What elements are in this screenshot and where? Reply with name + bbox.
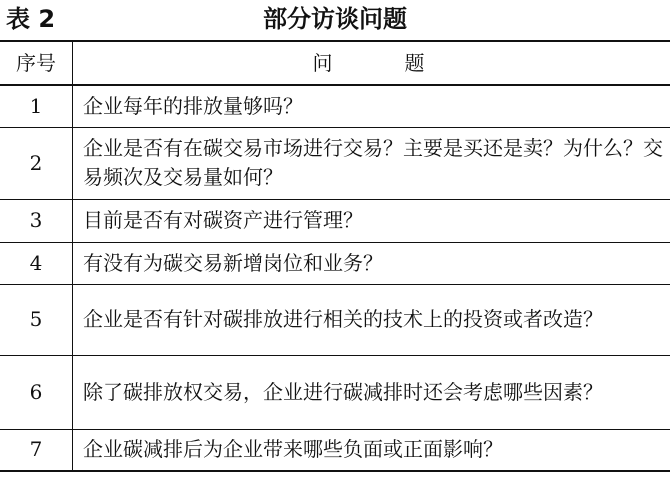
row-question: 企业是否有在碳交易市场进行交易？主要是买还是卖？为什么？交易频次及交易量如何？ [83,136,663,189]
table-row [0,429,670,471]
row-number: 7 [0,429,73,471]
row-question: 企业是否有针对碳排放进行相关的技术上的投资或者改造？ [83,307,603,331]
table-header-row [0,41,670,85]
header-question: 问题 [312,50,497,75]
row-number: 1 [0,85,73,127]
row-number: 4 [0,242,73,284]
table-row [0,355,670,429]
row-number: 2 [0,127,73,199]
table-row [0,127,670,199]
table-row [0,242,670,284]
row-question: 企业每年的排放量够吗？ [83,93,303,118]
table-caption [0,0,670,38]
table-row [0,284,670,355]
table-label: 表 2 [6,5,56,33]
row-question: 有没有为碳交易新增岗位和业务？ [83,250,383,275]
interview-questions-table [0,40,670,472]
row-number: 3 [0,199,73,242]
row-number: 6 [0,355,73,429]
row-question: 目前是否有对碳资产进行管理？ [83,208,363,232]
header-number: 序号 [0,41,73,85]
table-title: 部分访谈问题 [263,5,407,33]
row-question: 除了碳排放权交易，企业进行碳减排时还会考虑哪些因素？ [83,379,603,404]
table-row [0,85,670,127]
table-row [0,199,670,242]
row-number: 5 [0,284,73,355]
row-question: 企业碳减排后为企业带来哪些负面或正面影响？ [83,437,503,462]
